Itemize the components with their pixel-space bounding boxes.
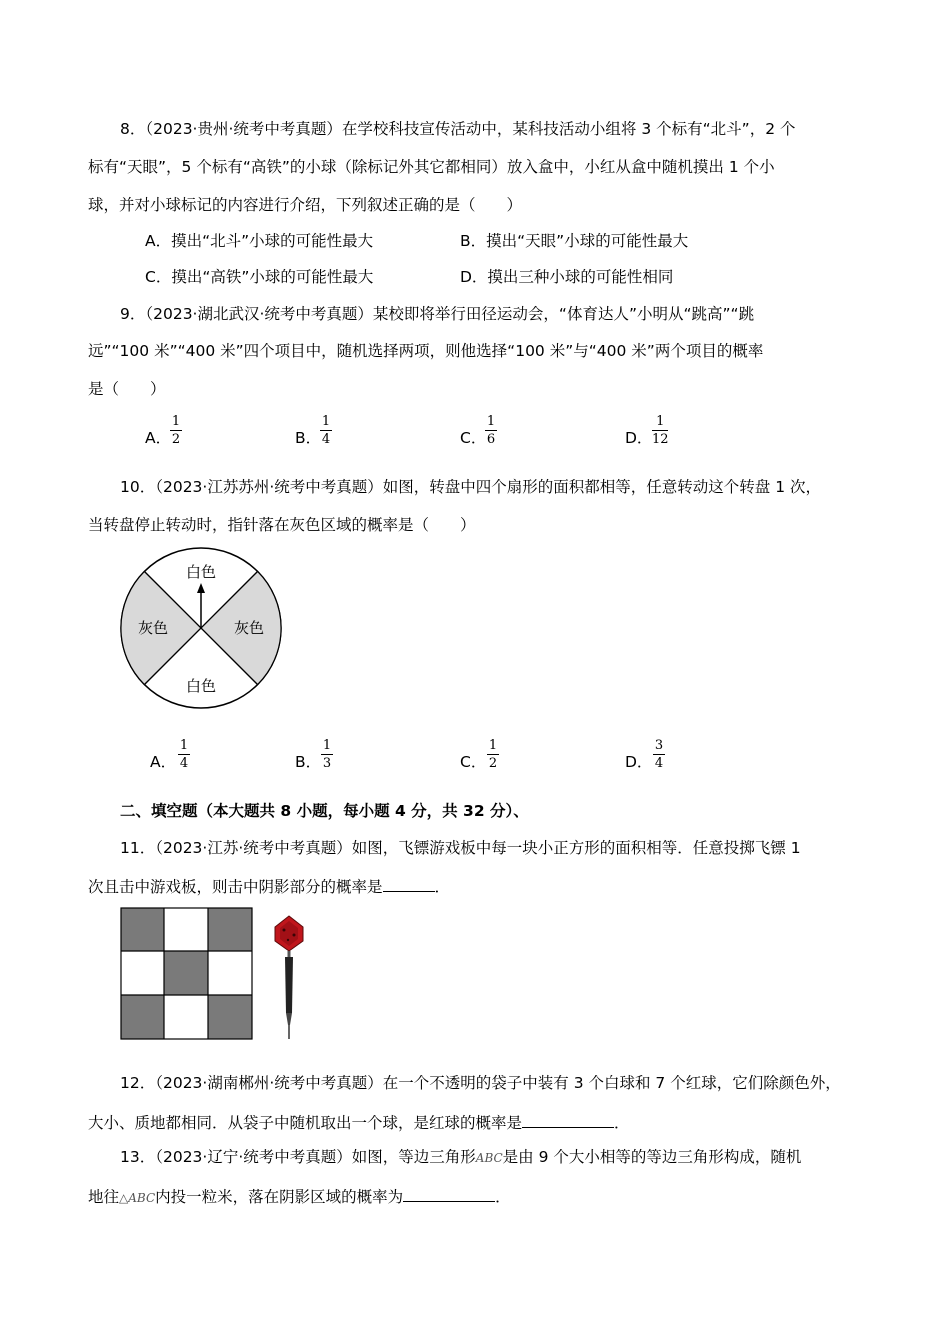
q9-option-b-label: B． <box>295 429 322 447</box>
q12-line-1: 12．（2023·湖南郴州·统考中考真题）在一个不透明的袋子中装有 3 个白球和 7 个红球，它们除颜色外， <box>120 1074 841 1092</box>
spinner-figure <box>118 545 284 711</box>
grid-cell-shaded <box>208 995 252 1039</box>
q10-option-a-fraction: 1 4 <box>179 738 189 771</box>
q10-option-d-label: D． <box>625 753 653 771</box>
q10-line-2: 当转盘停止转动时，指针落在灰色区域的概率是（ ） <box>88 516 476 534</box>
grid-cell-shaded <box>121 908 164 951</box>
q13-math-abc: ABC <box>475 1151 503 1165</box>
q9-line-3: 是（ ） <box>88 380 166 398</box>
q12-line-2: 大小、质地都相同．从袋子中随机取出一个球，是红球的概率是 ． <box>88 1111 630 1133</box>
q9-option-b-fraction: 1 4 <box>321 414 331 447</box>
spinner-label-left: 灰色 <box>137 619 169 637</box>
q10-option-a-label: A． <box>150 753 177 771</box>
q10-line-1: 10．（2023·江苏苏州·统考中考真题）如图，转盘中四个扇形的面积都相等，任意转动这个转盘 1 次， <box>120 478 821 496</box>
q12-answer-blank[interactable] <box>522 1111 614 1128</box>
q9-line-2: 远”“100 米”“400 米”四个项目中，随机选择两项，则他选择“100 米”与“400 米”两个项目的概率 <box>88 342 764 360</box>
grid-cell-shaded <box>121 995 164 1039</box>
section-heading-fill-in: 二、填空题（本大题共 8 小题，每小题 4 分，共 32 分）、 <box>120 802 529 820</box>
q9-line-1: 9．（2023·湖北武汉·统考中考真题）某校即将举行田径运动会，“体育达人”小明从“跳高”“跳 <box>120 305 755 323</box>
dart-icon <box>268 913 310 1041</box>
q11-line-1: 11．（2023·江苏·统考中考真题）如图，飞镖游戏板中每一块小正方形的面积相等．任意投掷飞镖 1 <box>120 839 801 857</box>
grid-cell-shaded <box>208 908 252 951</box>
q10-option-b-label: B． <box>295 753 322 771</box>
q10-option-d-fraction: 3 4 <box>654 738 664 771</box>
q13-line-2: 地往△ABC内投一粒米，落在阴影区域的概率为 ． <box>88 1185 511 1208</box>
q8-option-b: B．摸出“天眼”小球的可能性最大 <box>460 232 689 250</box>
q9-option-a-fraction: 1 2 <box>171 414 181 447</box>
q9-option-a-label: A． <box>145 429 172 447</box>
q13-line-1: 13．（2023·辽宁·统考中考真题）如图，等边三角形ABC是由 9 个大小相等的等边三角形构成，随机 <box>120 1148 802 1166</box>
q8-option-a: A．摸出“北斗”小球的可能性最大 <box>145 232 374 250</box>
q13-answer-blank[interactable] <box>403 1185 495 1202</box>
q9-option-c-fraction: 1 6 <box>486 414 496 447</box>
grid-cell <box>208 951 252 995</box>
q10-option-b-fraction: 1 3 <box>322 738 332 771</box>
q8-line-1: 8．（2023·贵州·统考中考真题）在学校科技宣传活动中，某科技活动小组将 3 个标有“北斗”，2 个 <box>120 120 796 138</box>
q8-line-3: 球，并对小球标记的内容进行介绍，下列叙述正确的是（ ） <box>88 196 523 214</box>
q9-option-d-label: D． <box>625 429 653 447</box>
q9-option-d-fraction: 1 12 <box>652 414 669 447</box>
spinner-label-right: 灰色 <box>233 619 265 637</box>
q9-option-c-label: C． <box>460 429 487 447</box>
q13-math-triangle-abc: △ABC <box>119 1191 156 1205</box>
q11-answer-blank[interactable] <box>383 875 435 892</box>
q10-option-c-fraction: 1 2 <box>488 738 498 771</box>
grid-cell-shaded <box>164 951 208 995</box>
grid-cell <box>164 995 208 1039</box>
q8-option-c: C．摸出“高铁”小球的可能性最大 <box>145 268 374 286</box>
q10-option-c-label: C． <box>460 753 487 771</box>
q11-line-2: 次且击中游戏板，则击中阴影部分的概率是 ． <box>88 875 450 897</box>
dartboard-grid <box>120 907 253 1040</box>
q8-option-d: D．摸出三种小球的可能性相同 <box>460 268 674 286</box>
spinner-label-top: 白色 <box>185 563 217 581</box>
grid-cell <box>164 908 208 951</box>
spinner-label-bottom: 白色 <box>185 677 217 695</box>
grid-cell <box>121 951 164 995</box>
q8-line-2: 标有“天眼”，5 个标有“高铁”的小球（除标记外其它都相同）放入盒中，小红从盒中随机摸出 1 个小 <box>88 158 775 176</box>
